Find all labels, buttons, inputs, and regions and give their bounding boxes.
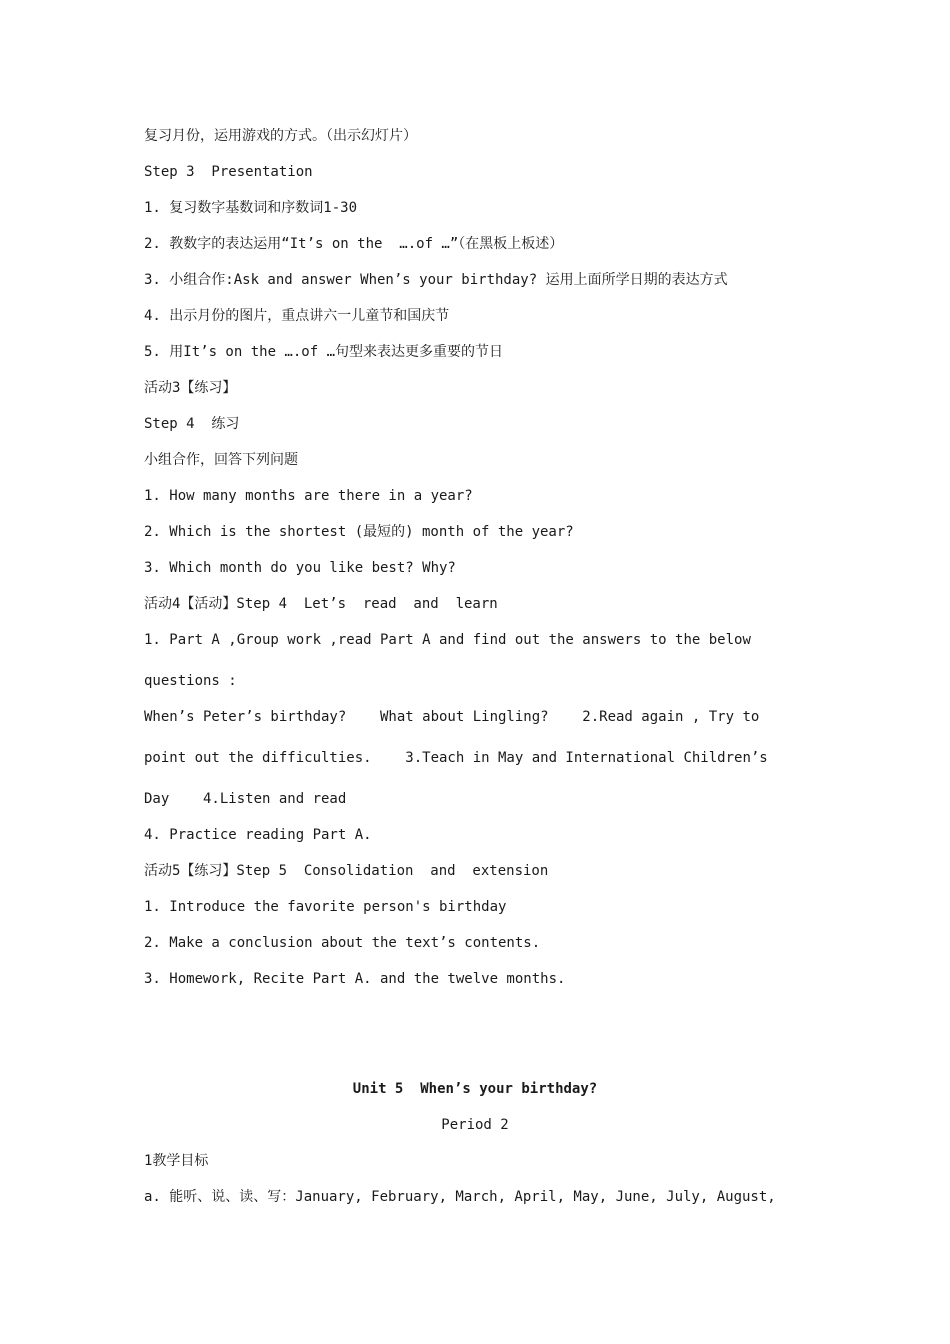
activity-heading: 活动3【练习】	[144, 380, 237, 396]
step-heading: Step 3 Presentation	[144, 164, 313, 180]
question-item: 2. Which is the shortest (最短的) month of the year?	[144, 524, 574, 540]
unit-title: Unit 5 When’s your birthday?	[352, 1081, 598, 1097]
text-line: 4. 出示月份的图片，重点讲六一儿童节和国庆节	[144, 308, 450, 324]
list-item: 2. Make a conclusion about the text’s contents.	[144, 935, 541, 951]
text-line: 复习月份，运用游戏的方式。（出示幻灯片）	[144, 128, 417, 144]
text-line: 2. 教数字的表达运用“It’s on the ….of …”（在黑板上板述）	[144, 236, 564, 252]
text-line: 小组合作，回答下列问题	[144, 452, 298, 468]
goal-heading: 1教学目标	[144, 1153, 209, 1169]
text-line: 5. 用It’s on the ….of …句型来表达更多重要的节日	[144, 344, 504, 360]
list-item: 1. Introduce the favorite person's birthday	[144, 899, 507, 915]
goal-item: a. 能听、说、读、写：January, February, March, April, May, June, July, August,	[144, 1189, 776, 1205]
activity-heading: 活动5【练习】Step 5 Consolidation and extension	[144, 863, 549, 879]
question-item: 3. Which month do you like best? Why?	[144, 560, 456, 576]
period-label: Period 2	[441, 1117, 509, 1133]
text-line: 3. 小组合作:Ask and answer When’s your birthday? 运用上面所学日期的表达方式	[144, 272, 728, 288]
text-line: questions :	[144, 673, 237, 689]
question-item: 1. How many months are there in a year?	[144, 488, 473, 504]
text-line: Day 4.Listen and read	[144, 791, 347, 807]
text-line: When’s Peter’s birthday? What about Lingling? 2.Read again , Try to	[144, 709, 760, 725]
text-line: 4. Practice reading Part A.	[144, 827, 372, 843]
list-item: 3. Homework, Recite Part A. and the twelve months.	[144, 971, 566, 987]
step-heading: Step 4 练习	[144, 416, 240, 432]
activity-heading: 活动4【活动】Step 4 Let’s read and learn	[144, 596, 498, 612]
text-line: 1. Part A ,Group work ,read Part A and find out the answers to the below	[144, 632, 751, 648]
text-line: 1. 复习数字基数词和序数词1-30	[144, 200, 358, 216]
text-line: point out the difficulties. 3.Teach in May and International Children’s	[144, 750, 768, 766]
